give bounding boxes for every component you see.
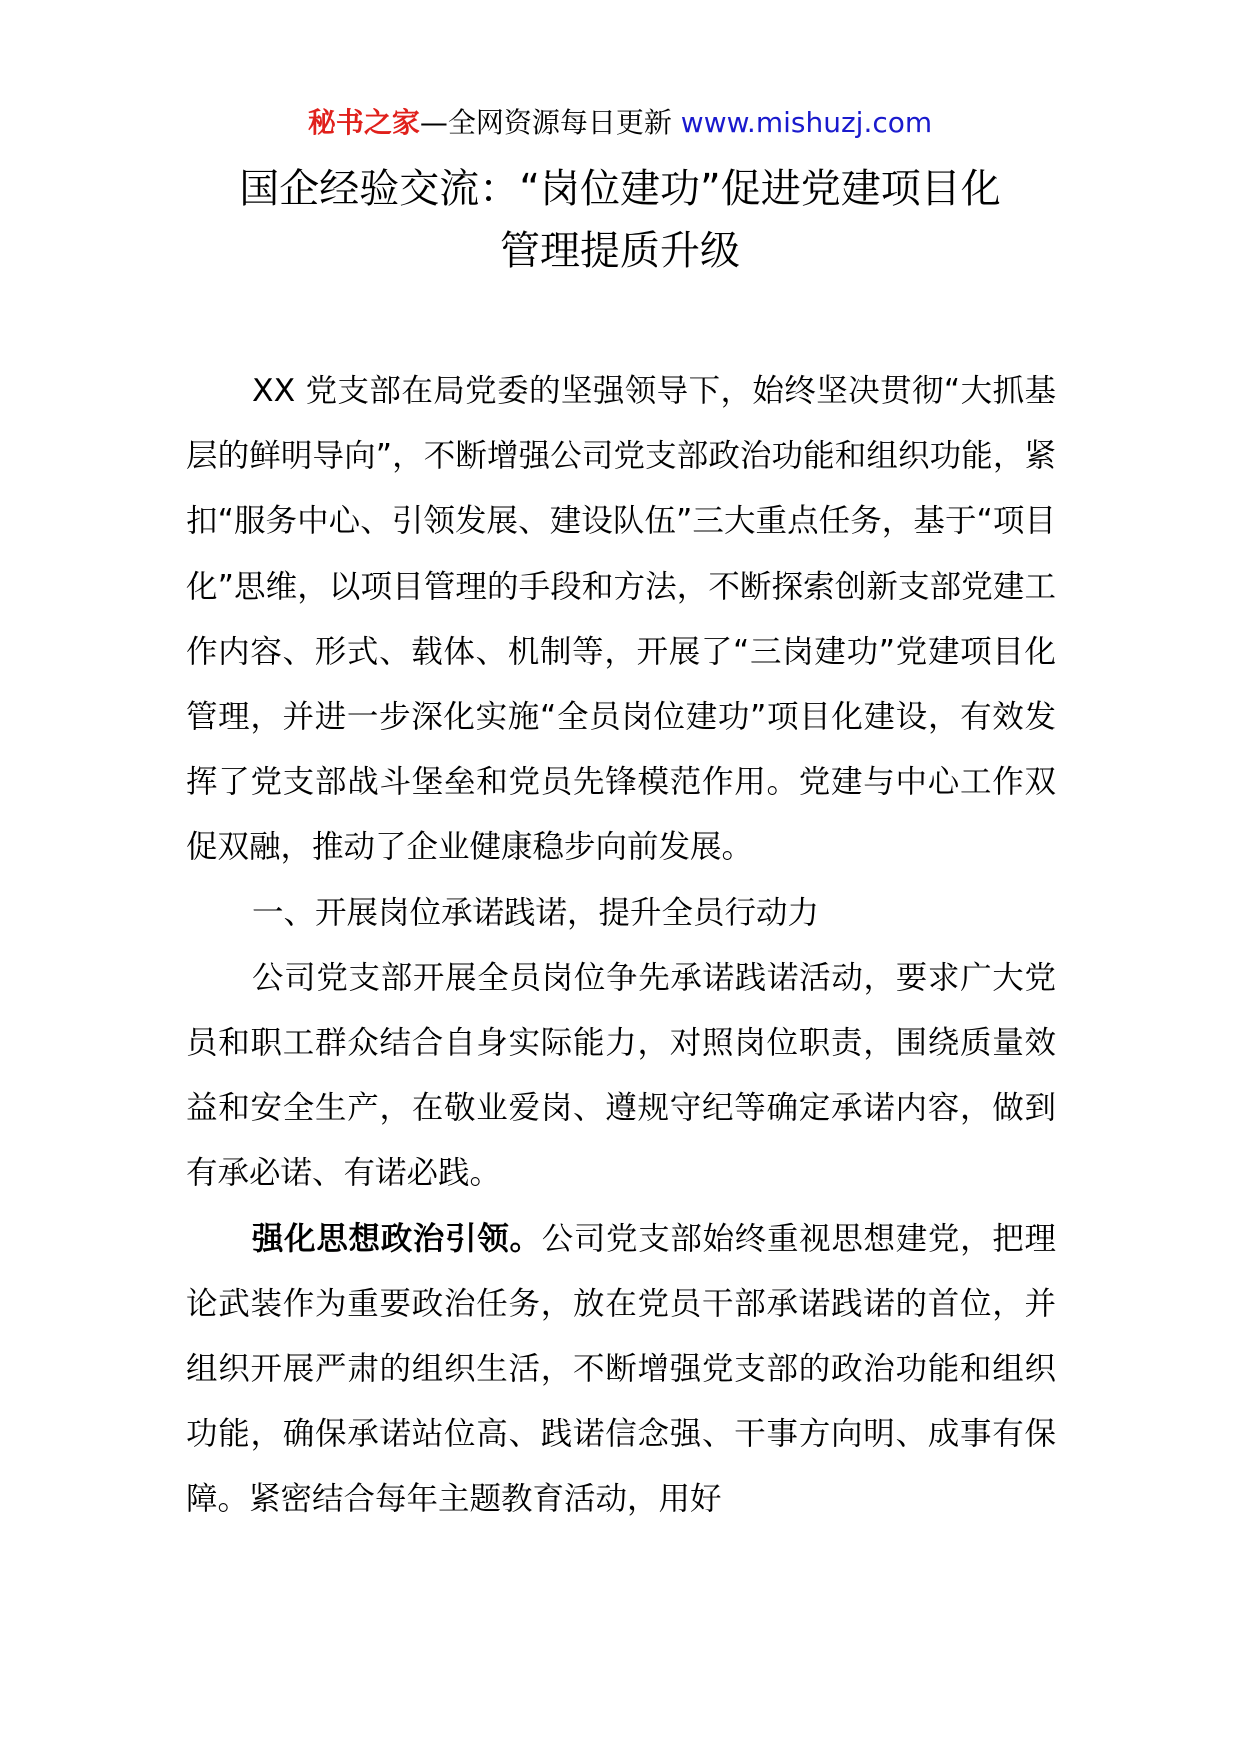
title-line-1: 国企经验交流：“岗位建功”促进党建项目化: [239, 166, 1001, 212]
paragraph-political-guidance: [186, 1207, 1056, 1533]
document-body: [186, 359, 1056, 1533]
brand-name: 秘书之家: [307, 106, 420, 139]
paragraph-lead-rest: 公司党支部始终重视思想建党，把理论武装作为重要政治任务，放在党员干部承诺践诺的首位，并组织开展严肃的组织生活，不断增强党支部的政治功能和组织功能，确保承诺站位高、践诺信念强、干事方向明、成事有保障。紧密结合每年主题教育活动，用好: [186, 1220, 1056, 1518]
header-tagline: —全网资源每日更新: [419, 106, 672, 139]
paragraph-intro: XX 党支部在局党委的坚强领导下，始终坚决贯彻“大抓基层的鲜明导向”，不断增强公司党支部政治功能和组织功能，紧扣“服务中心、引领发展、建设队伍”三大重点任务，基于“项目化”思维，以项目管理的手段和方法，不断探索创新支部党建工作内容、形式、载体、机制等，开展了“三岗建功”党建项目化管理，并进一步深化实施“全员岗位建功”项目化建设，有效发挥了党支部战斗堡垒和党员先锋模范作用。党建与中心工作双促双融，推动了企业健康稳步向前发展。: [186, 373, 1056, 866]
paragraph-lead-bold: 强化思想政治引领。: [252, 1220, 542, 1257]
site-url-link[interactable]: www.mishuzj.com: [680, 106, 933, 139]
document-title: [150, 158, 1090, 282]
title-line-2: 管理提质升级: [500, 228, 740, 274]
site-header: [0, 103, 1240, 143]
paragraph-commitment: 公司党支部开展全员岗位争先承诺践诺活动，要求广大党员和职工群众结合自身实际能力，对照岗位职责，围绕质量效益和安全生产，在敬业爱岗、遵规守纪等确定承诺内容，做到有承必诺、有诺必践。: [186, 959, 1056, 1192]
section-heading-1: 一、开展岗位承诺践诺，提升全员行动力: [252, 894, 820, 931]
